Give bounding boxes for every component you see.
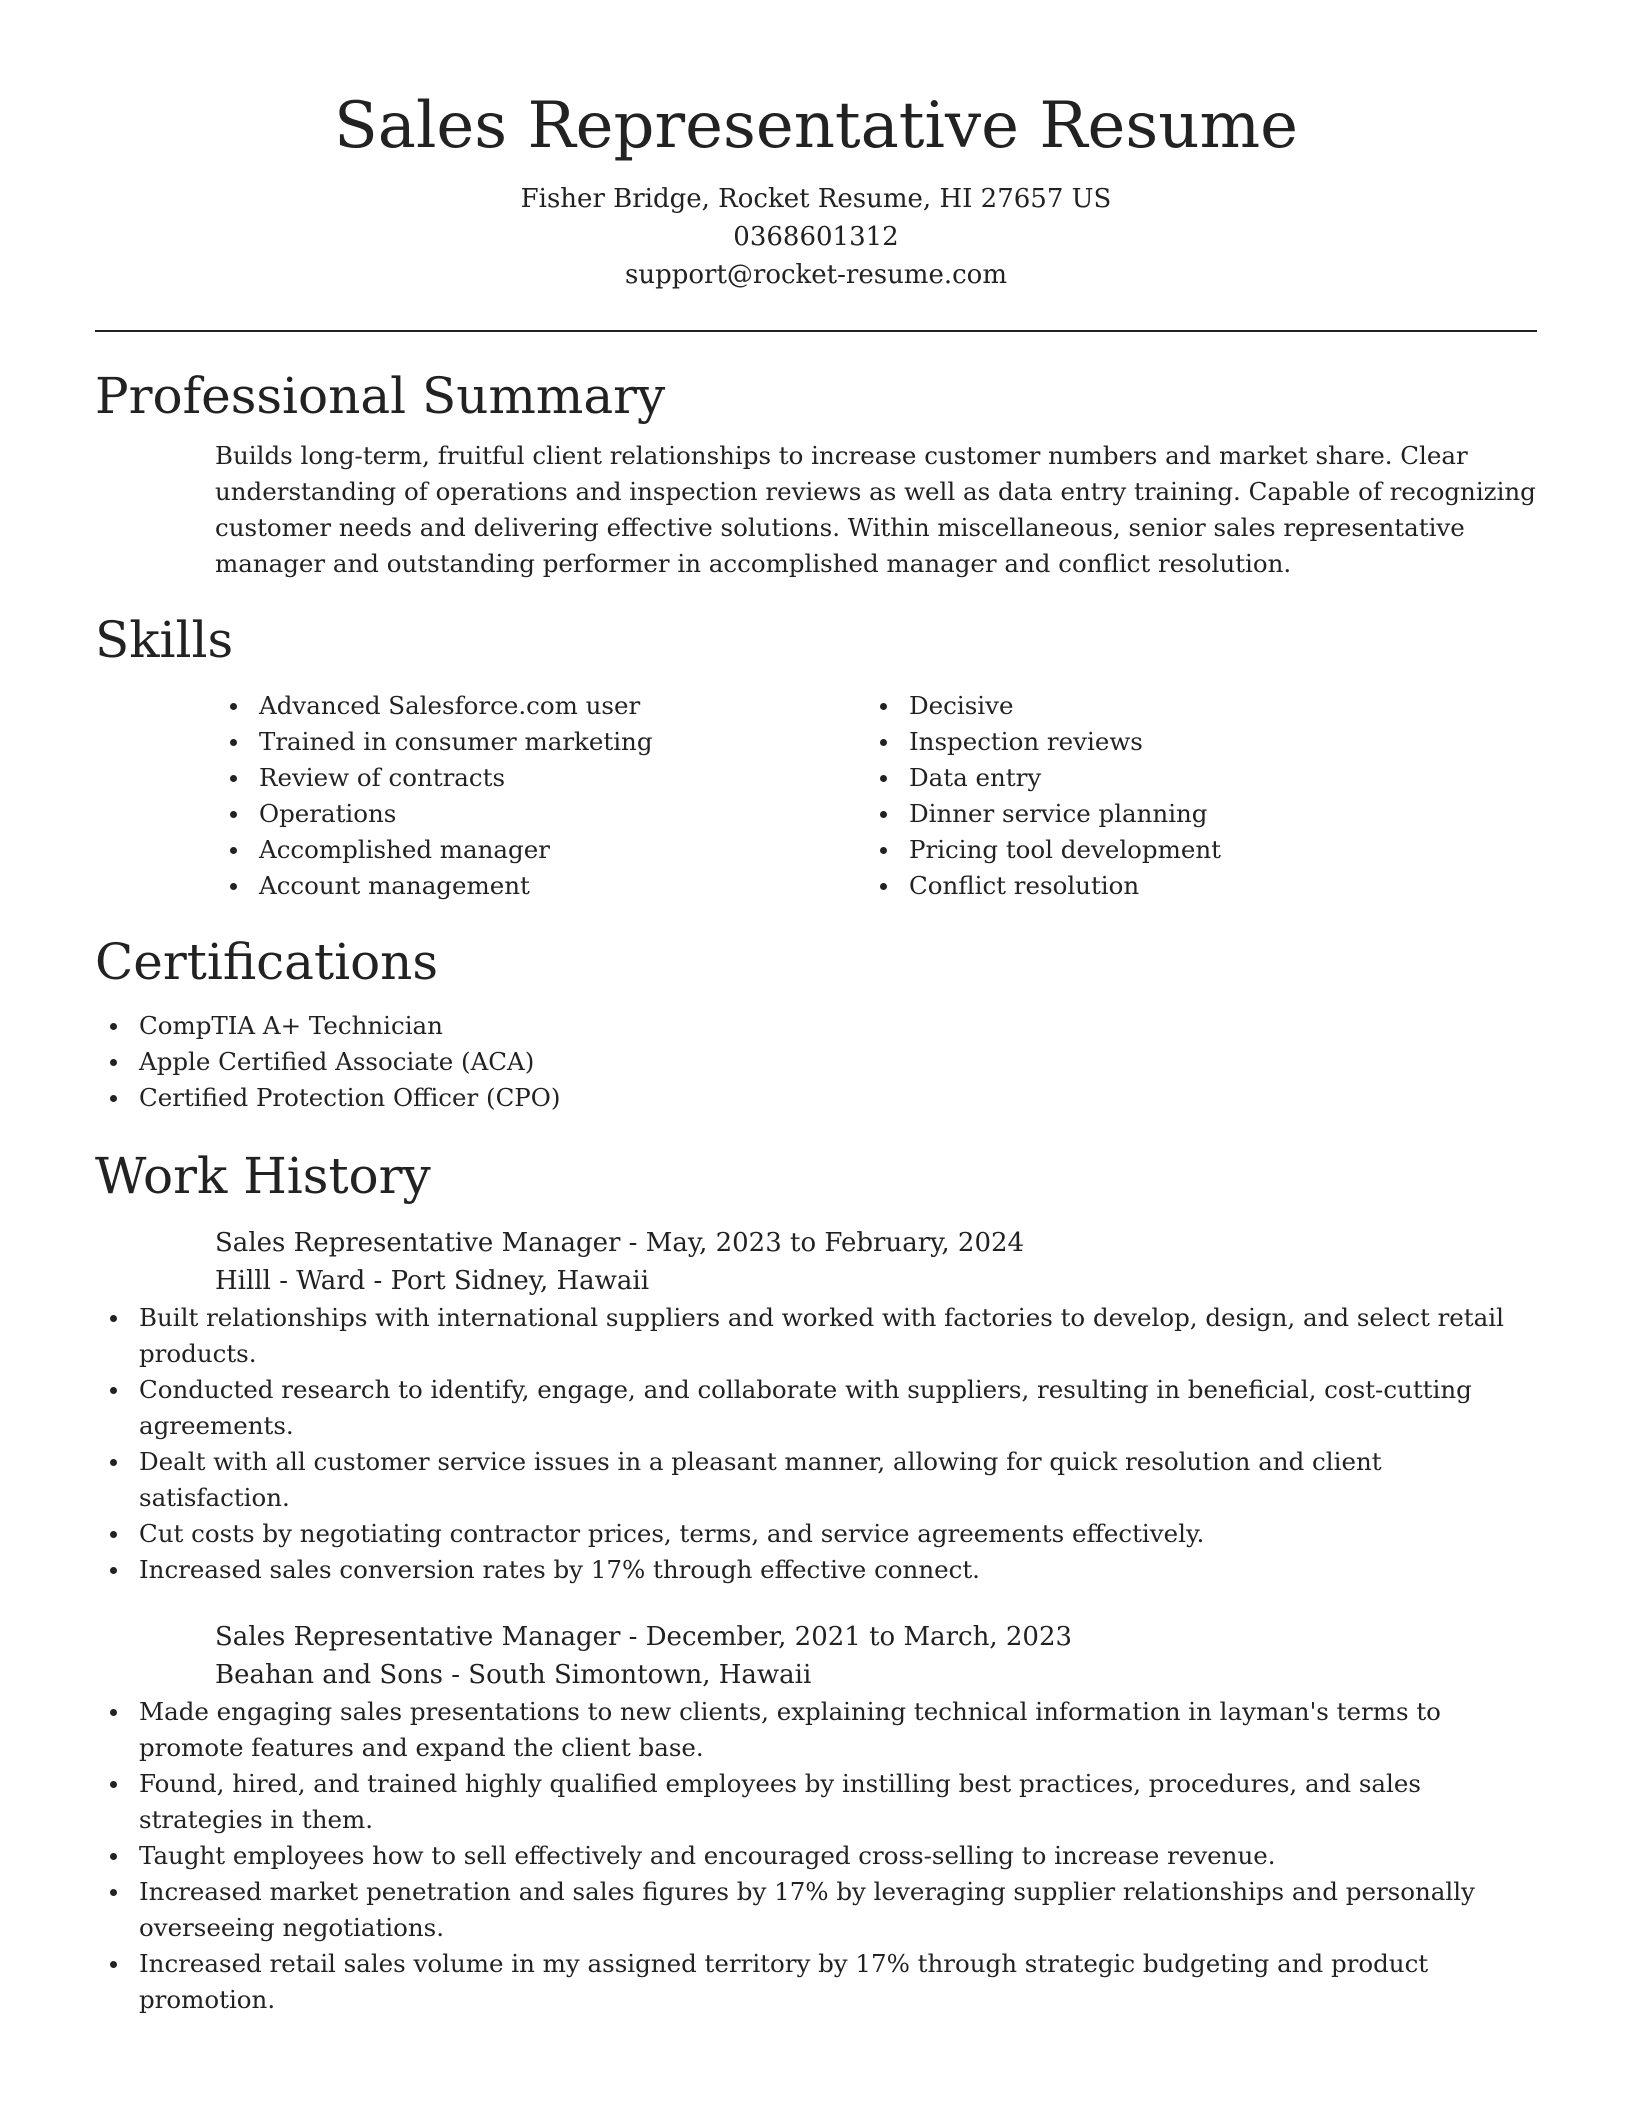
- certifications-list: [95, 1008, 1537, 1116]
- skill-item: Review of contracts: [215, 760, 865, 796]
- job-duty-item: Taught employees how to sell effectively and encouraged cross-selling to increase revenue.: [95, 1838, 1537, 1874]
- job-entry: [95, 1618, 1537, 2018]
- job-title-line: Sales Representative Manager - December, 2021 to March, 2023: [215, 1622, 1073, 1652]
- certification-item: CompTIA A+ Technician: [95, 1008, 1537, 1044]
- resume-page: [95, 0, 1537, 2018]
- job-duty-item: Built relationships with international suppliers and worked with factories to develop, design, and select retail products.: [95, 1300, 1537, 1372]
- job-duties-list: [95, 1694, 1537, 2018]
- summary-heading: Professional Summary: [95, 367, 666, 425]
- resume-title: Sales Representative Resume: [333, 89, 1299, 163]
- job-title-line: Sales Representative Manager - May, 2023 to February, 2024: [215, 1228, 1025, 1258]
- skills-list-right: [865, 688, 1515, 904]
- certifications-section: [95, 926, 1537, 1116]
- certification-item: Apple Certified Associate (ACA): [95, 1044, 1537, 1080]
- skill-item: Account management: [215, 868, 865, 904]
- skill-item: Operations: [215, 796, 865, 832]
- skills-column-left: [215, 688, 865, 904]
- job-duty-item: Cut costs by negotiating contractor prices, terms, and service agreements effectively.: [95, 1516, 1537, 1552]
- certifications-heading: Certifications: [95, 933, 439, 991]
- job-duty-item: Conducted research to identify, engage, and collaborate with suppliers, resulting in beneficial, cost-cutting agreements.: [95, 1372, 1537, 1444]
- summary-section: [95, 360, 1537, 582]
- work-history-heading: Work History: [95, 1147, 431, 1205]
- contact-email: support@rocket-resume.com: [624, 260, 1007, 290]
- header-divider: [95, 330, 1537, 332]
- skill-item: Advanced Salesforce.com user: [215, 688, 865, 724]
- job-duties-list: [95, 1300, 1537, 1588]
- resume-header: [95, 0, 1537, 294]
- work-history-section: [95, 1140, 1537, 2018]
- skills-columns: [215, 688, 1537, 904]
- job-company-line: Hilll - Ward - Port Sidney, Hawaii: [215, 1266, 650, 1296]
- skill-item: Decisive: [865, 688, 1515, 724]
- skill-item: Conflict resolution: [865, 868, 1515, 904]
- job-duty-item: Found, hired, and trained highly qualified employees by instilling best practices, procedures, and sales strategies in them.: [95, 1766, 1537, 1838]
- job-duty-item: Increased sales conversion rates by 17% through effective connect.: [95, 1552, 1537, 1588]
- skill-item: Data entry: [865, 760, 1515, 796]
- job-duty-item: Increased market penetration and sales figures by 17% by leveraging supplier relationships and personally overseeing negotiations.: [95, 1874, 1537, 1946]
- skills-list-left: [215, 688, 865, 904]
- certification-item: Certified Protection Officer (CPO): [95, 1080, 1537, 1116]
- job-entry: [95, 1224, 1537, 1588]
- contact-info: [95, 180, 1537, 294]
- contact-phone: 0368601312: [733, 222, 899, 252]
- skill-item: Pricing tool development: [865, 832, 1515, 868]
- job-duty-item: Increased retail sales volume in my assigned territory by 17% through strategic budgeting and product promotion.: [95, 1946, 1537, 2018]
- skill-item: Accomplished manager: [215, 832, 865, 868]
- skills-section: [95, 604, 1537, 904]
- job-company-line: Beahan and Sons - South Simontown, Hawaii: [215, 1660, 812, 1690]
- contact-address: Fisher Bridge, Rocket Resume, HI 27657 US: [520, 184, 1112, 214]
- skills-heading: Skills: [95, 611, 234, 669]
- skills-column-right: [865, 688, 1515, 904]
- skill-item: Trained in consumer marketing: [215, 724, 865, 760]
- job-duty-item: Made engaging sales presentations to new clients, explaining technical information in layman's terms to promote features and expand the client base.: [95, 1694, 1537, 1766]
- skill-item: Inspection reviews: [865, 724, 1515, 760]
- summary-text: Builds long-term, fruitful client relationships to increase customer numbers and market share. Clear understanding of operations and inspection reviews as well as data entry training. Capable of recognizing customer needs and delivering effective solutions. Within miscellaneous, senior sales representative manager and outstanding performer in accomplished manager and conflict resolution.: [215, 441, 1536, 578]
- job-duty-item: Dealt with all customer service issues in a pleasant manner, allowing for quick resolution and client satisfaction.: [95, 1444, 1537, 1516]
- skill-item: Dinner service planning: [865, 796, 1515, 832]
